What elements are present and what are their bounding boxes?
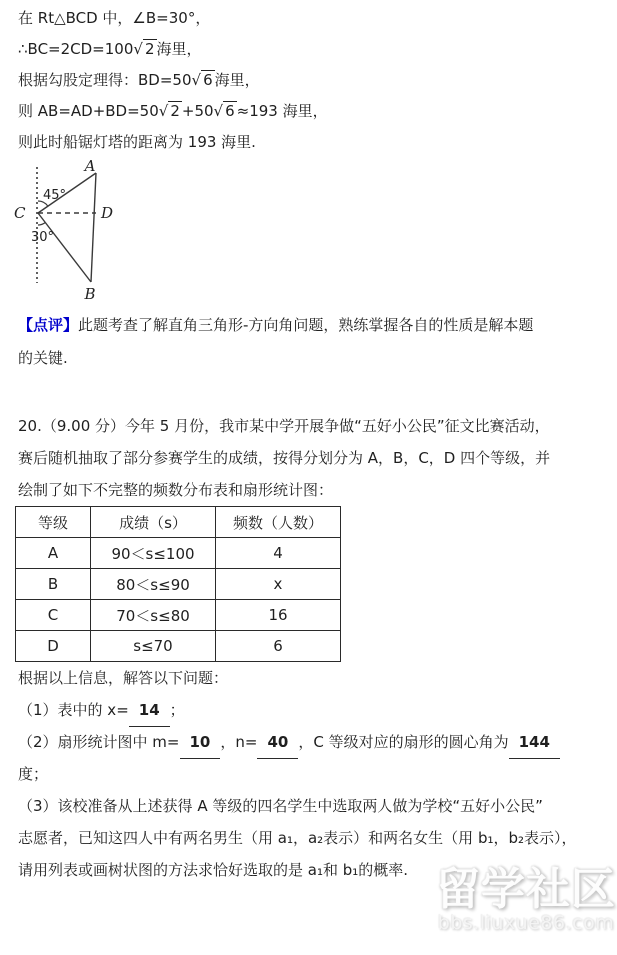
sqrt-expression: √ 2 xyxy=(133,40,155,58)
table-cell: 70＜s≤80 xyxy=(91,600,216,631)
comment-block xyxy=(18,309,603,375)
solution-line-2: ∴BC=2CD=100√ 2 海里， xyxy=(18,34,598,65)
table-row xyxy=(16,538,341,569)
vertex-label-d: D xyxy=(101,204,114,222)
segment-cb xyxy=(38,213,91,282)
table-row xyxy=(16,631,341,662)
comment-line-1 xyxy=(18,309,603,342)
table-cell: 90＜s≤100 xyxy=(91,538,216,569)
question-line-3: （2）扇形统计图中 m= 10 ，n= 40 ，C 等级对应的扇形的圆心角为 144 xyxy=(18,726,612,758)
intro-line-1: 20.（9.00 分）今年 5 月份，我市某中学开展争做“五好小公民”征文比赛活动， xyxy=(18,417,550,435)
answer-blank: 40 xyxy=(257,726,298,759)
vertex-label-a: A xyxy=(84,160,96,175)
segment-ab xyxy=(91,173,96,282)
answer-blank: 144 xyxy=(509,726,560,759)
watermark-url: bbs.liuxue86.com xyxy=(437,912,615,935)
table-header-1: 等级 xyxy=(16,507,91,538)
sqrt-expression: √ 6 xyxy=(191,71,213,89)
question-line-1: 根据以上信息，解答以下问题： xyxy=(18,669,229,687)
question-line-6: 志愿者，已知这四人中有两名男生（用 a₁，a₂表示）和两名女生（用 b₁，b₂表示）， xyxy=(18,829,577,847)
solution-line-5: 则此时船锯灯塔的距离为 193 海里. xyxy=(18,133,256,151)
watermark-title: 留学社区 xyxy=(436,864,616,915)
answer-blank: 14 xyxy=(129,694,170,727)
frequency-table xyxy=(15,506,341,662)
comment-line-2: 的关键. xyxy=(18,349,68,367)
table-cell: s≤70 xyxy=(91,631,216,662)
table-cell: 6 xyxy=(216,631,341,662)
questions-block xyxy=(18,662,612,886)
table-header-3: 频数（人数） xyxy=(216,507,341,538)
solution-text-block xyxy=(18,3,598,158)
sqrt-expression: √ 6 xyxy=(213,102,235,120)
table-row xyxy=(16,600,341,631)
table-cell: x xyxy=(216,569,341,600)
angle-arc-30 xyxy=(38,223,45,226)
triangle-diagram xyxy=(6,160,146,305)
question-line-4: 度； xyxy=(18,765,49,783)
intro-line-3: 绘制了如下不完整的频数分布表和扇形统计图： xyxy=(18,481,334,499)
table-header-2: 成绩（s） xyxy=(91,507,216,538)
comment-tag: 【点评】 xyxy=(18,316,79,334)
question-line-5: （3）该校准备从上述获得 A 等级的四名学生中选取两人做为学校“五好小公民” xyxy=(18,797,543,815)
table-cell: 80＜s≤90 xyxy=(91,569,216,600)
vertex-label-b: B xyxy=(84,285,96,303)
sqrt-expression: √ 2 xyxy=(158,102,180,120)
table-cell: D xyxy=(16,631,91,662)
solution-line-4: 则 AB=AD+BD=50√ 2 +50√ 6 ≈193 海里， xyxy=(18,96,598,127)
question-line-2: （1）表中的 x= 14 ； xyxy=(18,694,612,726)
answer-blank: 10 xyxy=(180,726,221,759)
triangle-figure xyxy=(6,160,146,305)
table-cell: B xyxy=(16,569,91,600)
vertex-label-c: C xyxy=(14,204,26,222)
table-cell: 4 xyxy=(216,538,341,569)
table-row xyxy=(16,569,341,600)
intro-line-2: 赛后随机抽取了部分参赛学生的成绩，按得分划分为 A，B，C，D 四个等级，并 xyxy=(18,449,551,467)
table-cell: 16 xyxy=(216,600,341,631)
problem-intro-block xyxy=(18,410,606,506)
angle-label-30: 30° xyxy=(31,230,55,245)
solution-line-3: 根据勾股定理得：BD=50√ 6 海里， xyxy=(18,65,598,96)
table-cell: C xyxy=(16,600,91,631)
table-cell: A xyxy=(16,538,91,569)
comment-text: 此题考查了解直角三角形-方向角问题，熟练掌握各自的性质是解本题 xyxy=(78,316,534,334)
solution-line-1: 在 Rt△BCD 中，∠B=30°， xyxy=(18,9,211,27)
angle-label-45: 45° xyxy=(43,188,67,203)
question-line-7: 请用列表或画树状图的方法求恰好选取的是 a₁和 b₁的概率. xyxy=(18,861,409,879)
